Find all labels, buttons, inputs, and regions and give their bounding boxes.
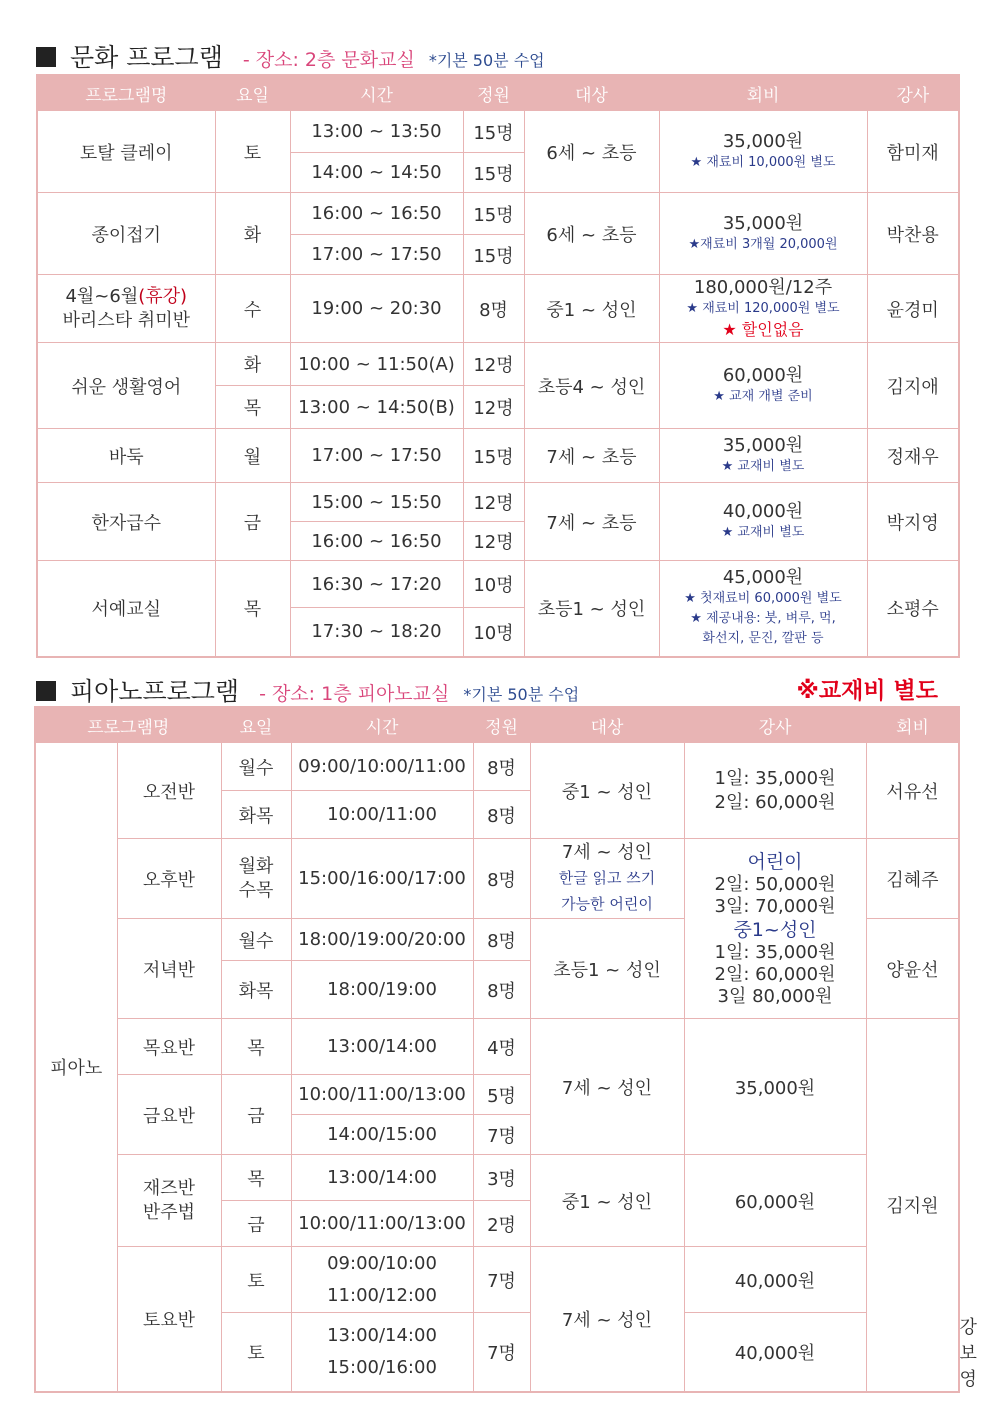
fee-line: 1일: 35,000원 xyxy=(714,767,836,789)
fee-line: 3일: 70,000원 xyxy=(714,895,836,917)
fee-note: ★ 교재비 별도 xyxy=(721,524,805,540)
class-name: 오전반 xyxy=(117,743,221,839)
culture-place: - 장소: 2층 문화교실 xyxy=(242,49,415,71)
adult-fee-title: 중1~성인 xyxy=(733,918,817,941)
fee-line: 2일: 60,000원 xyxy=(714,791,836,813)
time-cell: 16:00 ~ 16:50 xyxy=(290,193,463,235)
capacity-cell: 12명 xyxy=(463,483,524,522)
time-cell xyxy=(291,1313,473,1393)
time-cell: 18:00/19:00 xyxy=(291,961,473,1019)
table-row xyxy=(37,275,959,343)
col-capacity: 정원 xyxy=(473,707,530,743)
class-name-line: 반주법 xyxy=(142,1201,196,1223)
capacity-cell: 8명 xyxy=(463,275,524,343)
time-cell: 19:00 ~ 20:30 xyxy=(290,275,463,343)
capacity-cell: 10명 xyxy=(463,608,524,657)
table-row xyxy=(37,561,959,608)
capacity-cell: 7명 xyxy=(473,1247,530,1313)
fee-note: ★ 재료비 10,000원 별도 xyxy=(690,154,836,170)
day-cell: 화목 xyxy=(221,961,291,1019)
table-row xyxy=(37,111,959,153)
fee-amount: 35,000원 xyxy=(722,434,804,456)
target-line: 7세 ~ 성인 xyxy=(561,841,653,863)
fee-cell: 40,000원 xyxy=(684,1247,866,1313)
time-cell: 15:00/16:00/17:00 xyxy=(291,839,473,919)
fee-note: 화선지, 문진, 깔판 등 xyxy=(702,631,824,647)
day-cell: 토 xyxy=(221,1313,291,1393)
kid-fee-title: 어린이 xyxy=(747,850,803,873)
capacity-cell: 15명 xyxy=(463,429,524,483)
capacity-cell: 7명 xyxy=(473,1313,530,1393)
day-cell: 화 xyxy=(215,193,290,275)
no-discount-note: ★ 할인없음 xyxy=(722,319,804,339)
target-cell: 6세 ~ 초등 xyxy=(524,193,659,275)
time-cell xyxy=(291,1247,473,1313)
target-cell: 중1 ~ 성인 xyxy=(524,275,659,343)
target-cell: 중1 ~ 성인 xyxy=(530,1155,684,1247)
class-name xyxy=(117,1155,221,1247)
teacher-cell: 김지원 xyxy=(866,1019,959,1393)
time-line: 13:00/14:00 xyxy=(327,1325,437,1346)
day-cell: 목 xyxy=(215,561,290,657)
day-cell: 화목 xyxy=(221,791,291,839)
teacher-cell: 서유선 xyxy=(866,743,959,839)
fee-cell xyxy=(684,839,866,1019)
day-cell: 월수 xyxy=(221,919,291,961)
fee-cell: 35,000원 xyxy=(684,1019,866,1155)
col-program: 프로그램명 xyxy=(37,75,215,111)
day-cell: 목 xyxy=(215,386,290,429)
square-bullet-icon xyxy=(36,681,56,701)
capacity-cell: 2명 xyxy=(473,1201,530,1247)
culture-header-row xyxy=(37,75,959,111)
day-cell: 금 xyxy=(221,1201,291,1247)
program-name: 한자급수 xyxy=(37,483,215,561)
time-cell: 13:00 ~ 13:50 xyxy=(290,111,463,153)
teacher-cell: 윤경미 xyxy=(867,275,959,343)
time-cell: 17:00 ~ 17:50 xyxy=(290,235,463,275)
piano-note: *기본 50분 수업 xyxy=(463,685,580,704)
piano-title: 피아노프로그램 xyxy=(70,677,240,706)
program-name-line1 xyxy=(38,285,215,309)
fee-cell xyxy=(659,483,867,561)
fee-amount: 180,000원/12주 xyxy=(693,276,833,298)
col-day: 요일 xyxy=(215,75,290,111)
day-cell: 금 xyxy=(221,1075,291,1155)
square-bullet-icon xyxy=(36,47,56,67)
target-cell: 6세 ~ 초등 xyxy=(524,111,659,193)
table-row xyxy=(35,1247,959,1313)
fee-cell xyxy=(659,561,867,657)
day-cell: 토 xyxy=(215,111,290,193)
target-cell: 초등4 ~ 성인 xyxy=(524,343,659,429)
target-note: 한글 읽고 쓰기 xyxy=(558,868,656,887)
capacity-cell: 15명 xyxy=(463,153,524,193)
day-cell: 토 xyxy=(221,1247,291,1313)
capacity-cell: 7명 xyxy=(473,1115,530,1155)
target-cell xyxy=(530,839,684,919)
fee-cell xyxy=(659,193,867,275)
fee-line: 1일: 35,000원 xyxy=(714,941,836,963)
time-cell: 10:00/11:00 xyxy=(291,791,473,839)
time-cell: 10:00 ~ 11:50(A) xyxy=(290,343,463,386)
closed-badge: (휴강) xyxy=(138,285,188,307)
capacity-cell: 10명 xyxy=(463,561,524,608)
fee-line: 2일: 60,000원 xyxy=(714,963,836,985)
teacher-cell: 양윤선 xyxy=(866,919,959,1019)
program-name: 바둑 xyxy=(37,429,215,483)
capacity-cell: 8명 xyxy=(473,839,530,919)
fee-note: ★ 첫재료비 60,000원 별도 xyxy=(684,591,842,607)
table-row xyxy=(35,839,959,919)
col-capacity: 정원 xyxy=(463,75,524,111)
fee-cell xyxy=(659,429,867,483)
class-name: 토요반 xyxy=(117,1247,221,1393)
col-target: 대상 xyxy=(524,75,659,111)
col-target: 대상 xyxy=(530,707,684,743)
capacity-cell: 15명 xyxy=(463,235,524,275)
fee-cell: 60,000원 xyxy=(684,1155,866,1247)
teacher-cell: 함미재 xyxy=(867,111,959,193)
program-name xyxy=(37,275,215,343)
col-time: 시간 xyxy=(290,75,463,111)
day-cell: 수 xyxy=(215,275,290,343)
capacity-cell: 8명 xyxy=(473,743,530,791)
fee-cell xyxy=(659,111,867,193)
capacity-cell: 4명 xyxy=(473,1019,530,1075)
teacher-cell: 박찬용 xyxy=(867,193,959,275)
program-name: 쉬운 생활영어 xyxy=(37,343,215,429)
col-fee: 회비 xyxy=(866,707,959,743)
teacher-cell: 소평수 xyxy=(867,561,959,657)
target-note: 가능한 어린이 xyxy=(561,894,653,913)
group-cell: 피아노 xyxy=(35,743,117,1393)
class-name: 금요반 xyxy=(117,1075,221,1155)
target-cell: 7세 ~ 초등 xyxy=(524,483,659,561)
table-row xyxy=(35,1019,959,1075)
table-row: 토 13:00/14:00 15:00/16:00 7명 40,000원 강보영 xyxy=(35,1313,959,1393)
table-row xyxy=(37,193,959,235)
capacity-cell: 8명 xyxy=(473,919,530,961)
time-cell: 17:30 ~ 18:20 xyxy=(290,608,463,657)
time-cell: 13:00/14:00 xyxy=(291,1155,473,1201)
time-cell: 18:00/19:00/20:00 xyxy=(291,919,473,961)
target-cell: 초등1 ~ 성인 xyxy=(530,919,684,1019)
day-cell: 목 xyxy=(221,1155,291,1201)
day-line: 수목 xyxy=(238,879,274,901)
capacity-cell: 15명 xyxy=(463,111,524,153)
teacher-cell: 박지영 xyxy=(867,483,959,561)
fee-cell xyxy=(659,275,867,343)
program-name: 서예교실 xyxy=(37,561,215,657)
capacity-cell: 15명 xyxy=(463,193,524,235)
time-cell: 13:00 ~ 14:50(B) xyxy=(290,386,463,429)
day-cell xyxy=(221,839,291,919)
time-cell: 16:30 ~ 17:20 xyxy=(290,561,463,608)
time-cell: 13:00/14:00 xyxy=(291,1019,473,1075)
piano-place: - 장소: 1층 피아노교실 xyxy=(259,683,450,705)
day-line: 월화 xyxy=(238,855,274,877)
col-teacher: 강사 xyxy=(867,75,959,111)
culture-table xyxy=(36,74,960,658)
day-cell: 화 xyxy=(215,343,290,386)
fee-cell: 40,000원 xyxy=(684,1313,866,1393)
program-name: 종이접기 xyxy=(37,193,215,275)
teacher-cell: 김지애 xyxy=(867,343,959,429)
program-name: 토탈 클레이 xyxy=(37,111,215,193)
fee-cell xyxy=(659,343,867,429)
piano-header-row xyxy=(35,707,959,743)
table-row xyxy=(37,429,959,483)
time-cell: 15:00 ~ 15:50 xyxy=(290,483,463,522)
piano-table xyxy=(34,706,977,1393)
program-name-line2: 바리스타 취미반 xyxy=(62,309,190,331)
fee-note: ★ 교재비 별도 xyxy=(721,458,805,474)
material-fee-notice: ※교재비 별도 xyxy=(796,678,938,704)
target-cell: 7세 ~ 성인 xyxy=(530,1247,684,1393)
time-line: 15:00/16:00 xyxy=(327,1357,437,1378)
table-row xyxy=(35,1155,959,1201)
capacity-cell: 5명 xyxy=(473,1075,530,1115)
fee-note: ★재료비 3개월 20,000원 xyxy=(688,236,838,252)
fee-note: ★ 교재 개별 준비 xyxy=(713,388,813,404)
teacher-cell: 정재우 xyxy=(867,429,959,483)
culture-section-header xyxy=(36,38,545,72)
time-cell: 10:00/11:00/13:00 xyxy=(291,1075,473,1115)
culture-title: 문화 프로그램 xyxy=(70,43,223,72)
time-cell: 09:00/10:00/11:00 xyxy=(291,743,473,791)
capacity-cell: 12명 xyxy=(463,343,524,386)
col-time: 시간 xyxy=(291,707,473,743)
day-cell: 월 xyxy=(215,429,290,483)
fee-amount: 40,000원 xyxy=(722,500,804,522)
time-line: 11:00/12:00 xyxy=(327,1284,437,1306)
col-fee: 회비 xyxy=(659,75,867,111)
class-name: 오후반 xyxy=(117,839,221,919)
capacity-cell: 3명 xyxy=(473,1155,530,1201)
table-row xyxy=(35,743,959,791)
day-cell: 목 xyxy=(221,1019,291,1075)
piano-section-header xyxy=(36,672,579,706)
fee-line: 3일 80,000원 xyxy=(717,985,833,1007)
fee-note: ★ 재료비 120,000원 별도 xyxy=(686,300,840,316)
day-cell: 월수 xyxy=(221,743,291,791)
program-period: 4월~6월 xyxy=(65,285,139,307)
fee-cell xyxy=(684,743,866,839)
class-name: 목요반 xyxy=(117,1019,221,1075)
capacity-cell: 8명 xyxy=(473,791,530,839)
fee-amount: 60,000원 xyxy=(722,364,804,386)
teacher-cell: 김혜주 xyxy=(866,839,959,919)
target-cell: 7세 ~ 성인 xyxy=(530,1019,684,1155)
col-day: 요일 xyxy=(221,707,291,743)
fee-amount: 35,000원 xyxy=(722,212,804,234)
time-cell: 14:00/15:00 xyxy=(291,1115,473,1155)
time-cell: 14:00 ~ 14:50 xyxy=(290,153,463,193)
fee-line: 2일: 50,000원 xyxy=(714,873,836,895)
time-cell: 16:00 ~ 16:50 xyxy=(290,522,463,561)
fee-amount: 45,000원 xyxy=(722,567,804,589)
class-name: 저녁반 xyxy=(117,919,221,1019)
time-cell: 10:00/11:00/13:00 xyxy=(291,1201,473,1247)
capacity-cell: 12명 xyxy=(463,386,524,429)
capacity-cell: 12명 xyxy=(463,522,524,561)
time-cell: 17:00 ~ 17:50 xyxy=(290,429,463,483)
culture-note: *기본 50분 수업 xyxy=(428,51,545,70)
target-cell: 7세 ~ 초등 xyxy=(524,429,659,483)
table-row xyxy=(37,483,959,522)
capacity-cell: 8명 xyxy=(473,961,530,1019)
fee-note: ★ 제공내용: 붓, 벼루, 먹, xyxy=(690,611,836,627)
col-teacher: 강사 xyxy=(684,707,866,743)
class-name-line: 재즈반 xyxy=(142,1177,196,1199)
table-row xyxy=(37,343,959,386)
target-cell: 초등1 ~ 성인 xyxy=(524,561,659,657)
col-program: 프로그램명 xyxy=(35,707,221,743)
target-cell: 중1 ~ 성인 xyxy=(530,743,684,839)
time-line: 09:00/10:00 xyxy=(327,1252,437,1274)
fee-amount: 35,000원 xyxy=(722,130,804,152)
day-cell: 금 xyxy=(215,483,290,561)
